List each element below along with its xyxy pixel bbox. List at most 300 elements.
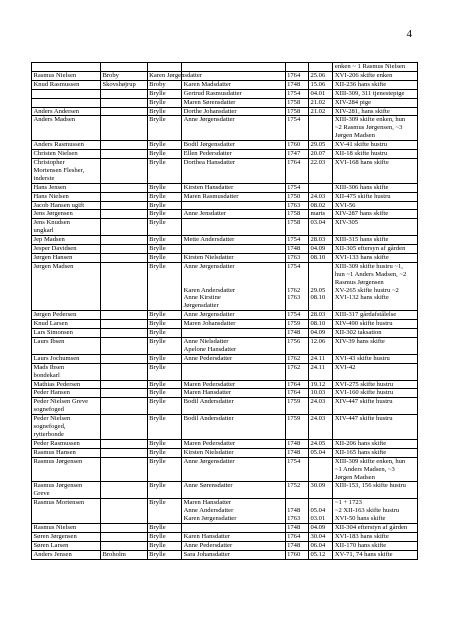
- spouse-cell: Karen Hansdatter: [182, 532, 285, 541]
- table-row: [32, 457, 418, 482]
- parish-cell: Brylle: [147, 380, 181, 389]
- date-cell: 06.04: [308, 541, 332, 550]
- date-cell: marts: [308, 210, 332, 219]
- parish-cell: Brylle: [147, 338, 181, 355]
- note-cell: XIV-284 pige: [333, 98, 418, 107]
- note-cell: XIII-306 hans skifte: [333, 183, 418, 192]
- place-cell: Broholm: [100, 550, 147, 559]
- name-cell: Jens Knudsen ungkarl: [32, 219, 101, 236]
- spouse-cell: Anne Jørgensdatter Karen Andersdatter Anne Kirstine Jørgensdatter: [182, 262, 285, 310]
- name-cell: [32, 98, 101, 107]
- table-row: [32, 63, 418, 72]
- spouse-cell: Bodil Andersdatter: [182, 398, 285, 415]
- name-cell: Jep Madsen: [32, 236, 101, 245]
- place-cell: [100, 98, 147, 107]
- name-cell: Laurs Ibsen: [32, 338, 101, 355]
- year-cell: 1754: [285, 457, 308, 482]
- date-cell: 21.02: [308, 98, 332, 107]
- place-cell: [100, 541, 147, 550]
- spouse-cell: Karen Madsdatter: [182, 80, 285, 89]
- note-cell: XIV-305: [333, 219, 418, 236]
- spouse-cell: [182, 329, 285, 338]
- year-cell: 1762: [285, 354, 308, 363]
- name-cell: Rasmus Nielsen: [32, 71, 101, 80]
- parish-cell: Brylle: [147, 98, 181, 107]
- parish-cell: Brylle: [147, 253, 181, 262]
- register-rows: [32, 63, 418, 560]
- name-cell: Jacob Hansen ugift: [32, 201, 101, 210]
- place-cell: [100, 183, 147, 192]
- spouse-cell: Anne Pedersdatter: [182, 354, 285, 363]
- year-cell: 1754: [285, 89, 308, 98]
- year-cell: 1764: [285, 380, 308, 389]
- note-cell: XIV-447 skifte hustru: [333, 398, 418, 415]
- parish-cell: Brylle: [147, 439, 181, 448]
- name-cell: Rasmus Jørgensen: [32, 457, 101, 482]
- spouse-cell: Bodil Jørgensdatter: [182, 141, 285, 150]
- note-cell: XII-206 hans skifte: [333, 439, 418, 448]
- date-cell: 24.05: [308, 439, 332, 448]
- parish-cell: Brylle: [147, 219, 181, 236]
- name-cell: Anders Andersen: [32, 107, 101, 116]
- table-row: [32, 210, 418, 219]
- year-cell: 1754: [285, 183, 308, 192]
- date-cell: 05.04 03.01: [308, 499, 332, 524]
- year-cell: 1763: [285, 253, 308, 262]
- name-cell: Peder Hansen: [32, 389, 101, 398]
- name-cell: Jørgen Pedersen: [32, 311, 101, 320]
- parish-cell: Brylle: [147, 398, 181, 415]
- date-cell: [308, 457, 332, 482]
- place-cell: [100, 482, 147, 499]
- parish-cell: Brylle: [147, 183, 181, 192]
- name-cell: Mads Ibsen bondekarl: [32, 363, 101, 380]
- place-cell: Broby: [100, 71, 147, 80]
- spouse-cell: Anne Jensdatter: [182, 210, 285, 219]
- parish-cell: Brylle: [147, 482, 181, 499]
- name-cell: Anders Madsen: [32, 116, 101, 141]
- table-row: [32, 541, 418, 550]
- note-cell: XIII-153, 156 skifte hustru: [333, 482, 418, 499]
- date-cell: [308, 63, 332, 72]
- note-cell: XVI-160 skifte hustru: [333, 389, 418, 398]
- year-cell: 1762: [285, 363, 308, 380]
- date-cell: 04.09: [308, 523, 332, 532]
- date-cell: [308, 116, 332, 141]
- parish-cell: Brylle: [147, 457, 181, 482]
- name-cell: Christopher Mortensen Flesher, inderste: [32, 158, 101, 183]
- note-cell: XVI-168 hans skifte: [333, 158, 418, 183]
- parish-cell: Brylle: [147, 116, 181, 141]
- date-cell: 04.01: [308, 89, 332, 98]
- date-cell: 08.10: [308, 320, 332, 329]
- year-cell: 1748: [285, 541, 308, 550]
- parish-cell: [147, 63, 181, 72]
- date-cell: 21.02: [308, 107, 332, 116]
- table-row: [32, 245, 418, 254]
- parish-cell: Brylle: [147, 320, 181, 329]
- parish-cell: Brylle: [147, 499, 181, 524]
- name-cell: Anders Rasmussen: [32, 141, 101, 150]
- year-cell: 1747: [285, 150, 308, 159]
- note-cell: XIV-281, hans skifte: [333, 107, 418, 116]
- note-cell: XII-302 taksation: [333, 329, 418, 338]
- name-cell: Peder Nielsen sognefoged, rytterbonde: [32, 415, 101, 440]
- place-cell: [100, 398, 147, 415]
- note-cell: XVI-206 skifte enken: [333, 71, 418, 80]
- place-cell: [100, 448, 147, 457]
- note-cell: ~1 + 1723 ~2 XII-163 skifte hustru XVI-50 hans skifte: [333, 499, 418, 524]
- table-row: [32, 201, 418, 210]
- table-row: [32, 380, 418, 389]
- date-cell: 05.04: [308, 448, 332, 457]
- place-cell: [100, 116, 147, 141]
- date-cell: 25.06: [308, 71, 332, 80]
- table-row: [32, 550, 418, 559]
- note-cell: enken ~ 1 Rasmus Nielsen: [333, 63, 418, 72]
- year-cell: 1759: [285, 320, 308, 329]
- name-cell: Christen Nielsen: [32, 150, 101, 159]
- name-cell: Rasmus Mortensen: [32, 499, 101, 524]
- year-cell: 1748: [285, 329, 308, 338]
- spouse-cell: Dorthea Hansdatter: [182, 158, 285, 183]
- parish-cell: Brylle: [147, 448, 181, 457]
- table-row: [32, 71, 418, 80]
- parish-cell: Brylle: [147, 236, 181, 245]
- place-cell: [100, 329, 147, 338]
- date-cell: 24.11: [308, 354, 332, 363]
- note-cell: XIV-39 hans skifte: [333, 338, 418, 355]
- spouse-cell: [182, 219, 285, 236]
- note-cell: XIV-287 hans skifte: [333, 210, 418, 219]
- note-cell: XV-41 skifte hustru: [333, 141, 418, 150]
- year-cell: 1754: [285, 311, 308, 320]
- table-row: [32, 98, 418, 107]
- parish-cell: Brylle: [147, 107, 181, 116]
- place-cell: [100, 201, 147, 210]
- year-cell: 1754 1762 1763: [285, 262, 308, 310]
- name-cell: Jørgen Madsen: [32, 262, 101, 310]
- date-cell: 24.03: [308, 415, 332, 440]
- spouse-cell: Ellen Pedersdatter: [182, 150, 285, 159]
- date-cell: 08.10: [308, 253, 332, 262]
- note-cell: XII-18 skifte hustru: [333, 150, 418, 159]
- date-cell: 05.12: [308, 550, 332, 559]
- parish-cell: Brylle: [147, 192, 181, 201]
- table-row: [32, 219, 418, 236]
- spouse-cell: [182, 523, 285, 532]
- place-cell: [100, 262, 147, 310]
- table-row: [32, 80, 418, 89]
- year-cell: 1764: [285, 71, 308, 80]
- spouse-cell: Maren Pedersdatter: [182, 439, 285, 448]
- place-cell: [100, 311, 147, 320]
- parish-cell: Brylle: [147, 158, 181, 183]
- table-row: [32, 116, 418, 141]
- date-cell: 24.03: [308, 398, 332, 415]
- note-cell: XIII-309, 311 tjenestepige: [333, 89, 418, 98]
- name-cell: Jens Jørgensen: [32, 210, 101, 219]
- year-cell: 1759: [285, 398, 308, 415]
- place-cell: [100, 245, 147, 254]
- name-cell: Peder Rasmussen: [32, 439, 101, 448]
- table-row: [32, 183, 418, 192]
- date-cell: 29.05 08.10: [308, 262, 332, 310]
- name-cell: [32, 89, 101, 98]
- spouse-cell: Sara Johansdatter: [182, 550, 285, 559]
- place-cell: [100, 141, 147, 150]
- year-cell: 1760: [285, 550, 308, 559]
- spouse-cell: Maren Rasmusdatter: [182, 192, 285, 201]
- year-cell: 1748 1763: [285, 499, 308, 524]
- note-cell: XII-304 efterstyn af gården: [333, 523, 418, 532]
- place-cell: [100, 380, 147, 389]
- date-cell: 20.07: [308, 150, 332, 159]
- place-cell: [100, 439, 147, 448]
- note-cell: XII-305 eftersyn af gården: [333, 245, 418, 254]
- name-cell: Mathias Pedersen: [32, 380, 101, 389]
- place-cell: [100, 150, 147, 159]
- table-row: [32, 532, 418, 541]
- place-cell: [100, 354, 147, 363]
- name-cell: Knud Larsen: [32, 320, 101, 329]
- parish-cell: Brylle: [147, 245, 181, 254]
- spouse-cell: Anne Jørgensdatter: [182, 457, 285, 482]
- place-cell: [100, 192, 147, 201]
- year-cell: 1748: [285, 80, 308, 89]
- place-cell: [100, 219, 147, 236]
- year-cell: 1756: [285, 338, 308, 355]
- name-cell: Laurs Jochumsen: [32, 354, 101, 363]
- parish-cell: Brylle: [147, 541, 181, 550]
- parish-cell: Brylle: [147, 210, 181, 219]
- table-row: [32, 320, 418, 329]
- year-cell: 1748: [285, 523, 308, 532]
- date-cell: 22.03: [308, 158, 332, 183]
- place-cell: [100, 320, 147, 329]
- place-cell: [100, 532, 147, 541]
- spouse-cell: Anne Sørensdatter: [182, 482, 285, 499]
- parish-cell: Brylle: [147, 389, 181, 398]
- year-cell: 1764: [285, 532, 308, 541]
- table-row: [32, 338, 418, 355]
- place-cell: [100, 523, 147, 532]
- place-cell: [100, 338, 147, 355]
- year-cell: 1763: [285, 201, 308, 210]
- date-cell: 19.12: [308, 380, 332, 389]
- parish-cell: Brylle: [147, 141, 181, 150]
- page-number: 4: [406, 28, 412, 40]
- name-cell: Rasmus Jørgensen Greve: [32, 482, 101, 499]
- note-cell: XV-71, 74 hans skifte: [333, 550, 418, 559]
- date-cell: 28.03: [308, 236, 332, 245]
- table-row: [32, 236, 418, 245]
- note-cell: XIII-317 gårdafstålelse: [333, 311, 418, 320]
- spouse-cell: Maren Johansdatter: [182, 320, 285, 329]
- spouse-cell: Mette Andersdatter: [182, 236, 285, 245]
- table-row: [32, 354, 418, 363]
- spouse-cell: Maren Sørensdatter: [182, 98, 285, 107]
- place-cell: [100, 107, 147, 116]
- table-row: [32, 398, 418, 415]
- table-row: [32, 363, 418, 380]
- parish-cell: Brylle: [147, 550, 181, 559]
- date-cell: 04.09: [308, 245, 332, 254]
- spouse-cell: Maren Hansdatter: [182, 389, 285, 398]
- table-row: [32, 253, 418, 262]
- year-cell: 1764: [285, 389, 308, 398]
- name-cell: Peder Nielsen Greve sognefoged: [32, 398, 101, 415]
- table-row: [32, 141, 418, 150]
- table-row: [32, 389, 418, 398]
- date-cell: 04.09: [308, 329, 332, 338]
- year-cell: 1748: [285, 245, 308, 254]
- place-cell: [100, 253, 147, 262]
- table-row: [32, 107, 418, 116]
- parish-cell: Brylle: [147, 262, 181, 310]
- year-cell: 1752: [285, 482, 308, 499]
- date-cell: 30.04: [308, 532, 332, 541]
- parish-cell: Brylle: [147, 415, 181, 440]
- date-cell: 15.06: [308, 80, 332, 89]
- place-cell: Skovshøjrup: [100, 80, 147, 89]
- year-cell: 1759: [285, 415, 308, 440]
- place-cell: [100, 363, 147, 380]
- spouse-cell: Anne Nielsdatter Apelone Hansdatter: [182, 338, 285, 355]
- year-cell: 1748: [285, 439, 308, 448]
- place-cell: [100, 457, 147, 482]
- year-cell: 1758: [285, 210, 308, 219]
- year-cell: 1748: [285, 448, 308, 457]
- name-cell: Søren Larsen: [32, 541, 101, 550]
- table-row: [32, 329, 418, 338]
- year-cell: 1754: [285, 236, 308, 245]
- place-cell: [100, 389, 147, 398]
- spouse-cell: Maren Hansdatter Anne Andersdatter Karen Jørgensdatter: [182, 499, 285, 524]
- parish-cell: Broby: [147, 80, 181, 89]
- table-row: [32, 499, 418, 524]
- place-cell: [100, 499, 147, 524]
- note-cell: XII-236 hans skifte: [333, 80, 418, 89]
- spouse-cell: [182, 63, 285, 72]
- table-row: [32, 415, 418, 440]
- spouse-cell: Bodil Andersdatter: [182, 415, 285, 440]
- note-cell: XVI-183 hans skifte: [333, 532, 418, 541]
- note-cell: XIV-490 skifte hustru: [333, 320, 418, 329]
- spouse-cell: [182, 245, 285, 254]
- note-cell: XII-165 hans skifte: [333, 448, 418, 457]
- place-cell: [100, 415, 147, 440]
- name-cell: Lars Simonsen: [32, 329, 101, 338]
- date-cell: 30.09: [308, 482, 332, 499]
- note-cell: XVI-56: [333, 201, 418, 210]
- parish-cell: Brylle: [147, 354, 181, 363]
- date-cell: 24.03: [308, 192, 332, 201]
- table-row: [32, 192, 418, 201]
- place-cell: [100, 63, 147, 72]
- name-cell: Jesper Davidsen: [32, 245, 101, 254]
- note-cell: XVI-133 hans skifte: [333, 253, 418, 262]
- spouse-cell: Anne Pedersdatter: [182, 541, 285, 550]
- name-cell: Hans Nielsen: [32, 192, 101, 201]
- year-cell: 1750: [285, 192, 308, 201]
- name-cell: Anders Jensen: [32, 550, 101, 559]
- place-cell: [100, 236, 147, 245]
- note-cell: XVI-275 skifte hustru: [333, 380, 418, 389]
- parish-cell: Brylle: [147, 150, 181, 159]
- table-row: [32, 439, 418, 448]
- spouse-cell: Anne Jørgensdatter: [182, 116, 285, 141]
- date-cell: 03.04: [308, 219, 332, 236]
- name-cell: Rasmus Nielsen: [32, 523, 101, 532]
- note-cell: XIII-309 skifte enken, hun ~2 Rasmus Jørgensen, ~3 Jørgen Madsen: [333, 116, 418, 141]
- note-cell: XIII-315 hans skifte: [333, 236, 418, 245]
- note-cell: XIII-309 skifte enken, hun ~1 Anders Madsen, ~3 Jørgen Madsen: [333, 457, 418, 482]
- name-cell: Jørgen Hansen: [32, 253, 101, 262]
- table-row: [32, 482, 418, 499]
- place-cell: [100, 89, 147, 98]
- spouse-cell: Kirsten Hansdatter: [182, 183, 285, 192]
- table-row: [32, 311, 418, 320]
- note-cell: XIV-447 skifte hustru: [333, 415, 418, 440]
- table-row: [32, 150, 418, 159]
- spouse-cell: Kirsten Nielsdatter: [182, 448, 285, 457]
- parish-cell: Brylle: [147, 532, 181, 541]
- year-cell: 1754: [285, 116, 308, 141]
- note-cell: XII-475 skifte hustru: [333, 192, 418, 201]
- place-cell: [100, 210, 147, 219]
- probate-register-table: [31, 62, 418, 560]
- year-cell: [285, 63, 308, 72]
- table-row: [32, 448, 418, 457]
- spouse-cell: Anne Jørgensdatter: [182, 311, 285, 320]
- year-cell: 1764: [285, 158, 308, 183]
- parish-cell: Brylle: [147, 363, 181, 380]
- year-cell: 1758: [285, 219, 308, 236]
- year-cell: 1758: [285, 98, 308, 107]
- spouse-cell: [182, 363, 285, 380]
- date-cell: 08.02: [308, 201, 332, 210]
- year-cell: 1760: [285, 141, 308, 150]
- parish-cell: Brylle: [147, 329, 181, 338]
- table-row: [32, 89, 418, 98]
- date-cell: 28.03: [308, 311, 332, 320]
- parish-cell: Brylle: [147, 89, 181, 98]
- name-cell: Rasmus Hansen: [32, 448, 101, 457]
- note-cell: XVI-43 skifte hustru: [333, 354, 418, 363]
- parish-cell: Brylle: [147, 523, 181, 532]
- spouse-cell: Kirsten Nielsdatter: [182, 253, 285, 262]
- name-cell: Knud Rasmussen: [32, 80, 101, 89]
- date-cell: 10.03: [308, 389, 332, 398]
- note-cell: XII-170 hans skifte: [333, 541, 418, 550]
- year-cell: 1758: [285, 107, 308, 116]
- date-cell: 29.05: [308, 141, 332, 150]
- date-cell: 12.06: [308, 338, 332, 355]
- table-row: [32, 158, 418, 183]
- spouse-cell: Maren Pedersdatter: [182, 380, 285, 389]
- spouse-cell: Gertrud Rasmusdatter: [182, 89, 285, 98]
- parish-cell: Brylle: [147, 311, 181, 320]
- date-cell: 24.11: [308, 363, 332, 380]
- spouse-cell: Dorthe Johansdatter: [182, 107, 285, 116]
- parish-cell: Karen Jørgensdatter: [149, 71, 202, 79]
- note-cell: XIII-309 skifte hustru ~1, hun ~1 Anders Madsen, ~2 Rasmus Jørgensen XV-265 skifte hustru ~2 XVI-132 hans skifte: [333, 262, 418, 310]
- name-cell: Hans Jensen: [32, 183, 101, 192]
- place-cell: [100, 158, 147, 183]
- name-cell: [32, 63, 101, 72]
- spouse-cell: [182, 201, 285, 210]
